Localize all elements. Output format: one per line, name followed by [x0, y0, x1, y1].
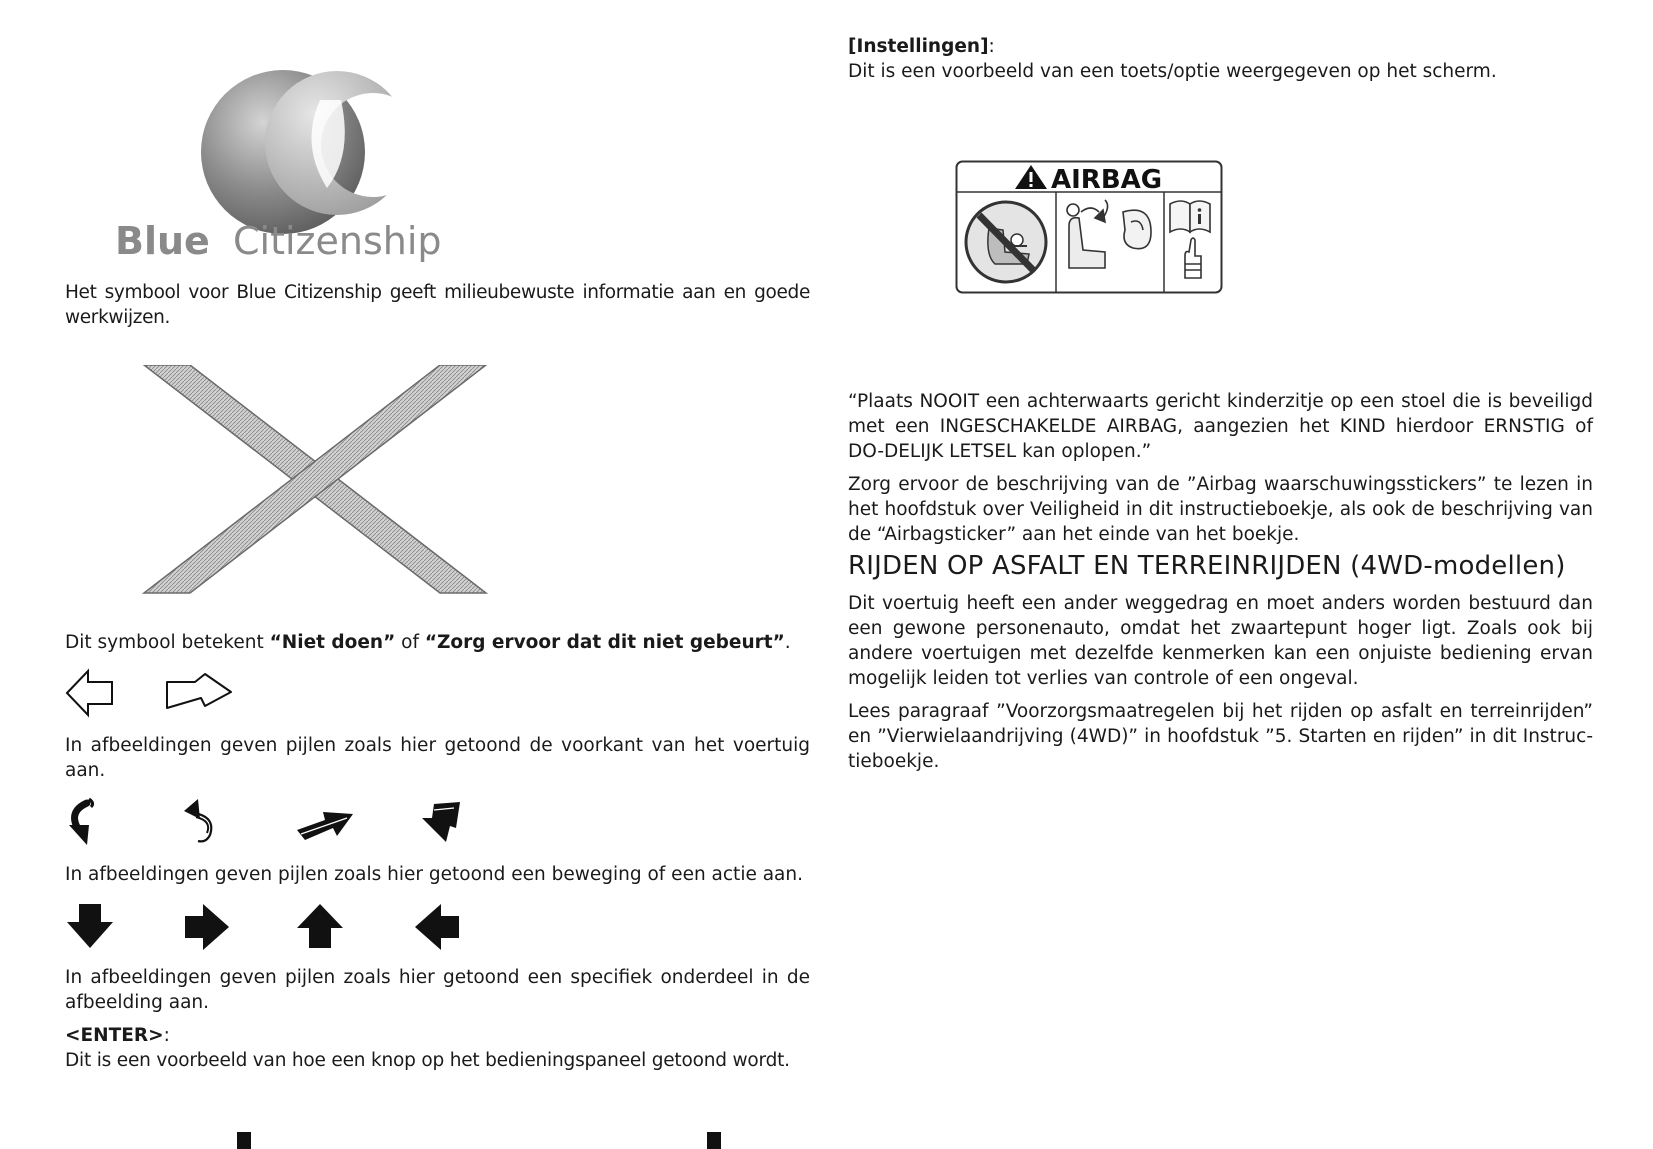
airbag-read-note: Zorg ervoor de beschrijving van de ”Airbag waarschuwingsstickers” te lezen in het hoofdstuk over Veiligheid in dit instructieboekje, als ook de beschrijving van de “Airbagsticker” aan het einde van het boekje.: [848, 474, 1593, 545]
settings-description: Dit is een voorbeeld van een toets/optie weergegeven op het scherm.: [848, 61, 1497, 82]
cropped-figure-bar-left: [237, 1132, 251, 1149]
logo-text-blue: Blue: [115, 219, 210, 263]
motion-diagonal-arrow-icon: [295, 800, 355, 845]
part-arrow-right-icon: [183, 902, 231, 952]
do-not-caption: Dit symbool betekent “Niet doen” of “Zorg ervoor dat dit niet gebeurt”.: [65, 632, 791, 653]
blue-citizenship-caption: Het symbool voor Blue Citizenship geeft milieubewuste informatie aan en goede werkwijzen.: [65, 282, 810, 328]
enter-label: <ENTER>: [65, 1025, 164, 1046]
front-arrows-caption: In afbeeldingen geven pijlen zoals hier getoond de voorkant van het voertuig aan.: [65, 735, 810, 781]
do-not-cross-icon: [140, 365, 490, 595]
part-arrow-down-icon: [65, 902, 115, 950]
front-arrow-left-icon: [65, 668, 115, 718]
settings-block: [Instellingen]: Dit is een voorbeeld van een toets/optie weergegeven op het scherm.: [848, 34, 1588, 84]
motion-bent-arrow-icon: [420, 800, 465, 845]
logo-text-citizenship: Citizenship: [233, 219, 442, 263]
section-paragraph-2: Lees paragraaf ”Voorzorgsmaatregelen bij het rijden op asfalt en terreinrijden” en ”Vierwielaandrijving (4WD)” in hoofdstuk ”5. Starten en rijden” in dit Instruc-tieboekje.: [848, 701, 1593, 772]
motion-curved-arrow-down-icon: [65, 797, 110, 847]
motion-arrows-caption: In afbeeldingen geven pijlen zoals hier getoond een beweging of een actie aan.: [65, 864, 803, 885]
part-arrow-left-icon: [413, 902, 461, 952]
section-paragraph-1: Dit voertuig heeft een ander weggedrag en moet anders worden bestuurd dan een gewone personenauto, omdat het zwaartepunt hoger ligt. Zoals ook bij andere voertuigen met dezelfde kenmerken kan een onjuiste bediening ervan mogelijk leiden tot verlies van controle of een ongeval.: [848, 593, 1593, 689]
blue-citizenship-logo: [115, 40, 495, 280]
front-arrow-perspective-icon: [165, 670, 235, 715]
settings-label: [Instellingen]: [848, 36, 989, 57]
enter-block: <ENTER>: Dit is een voorbeeld van hoe een knop op het bedieningspaneel getoond wordt.: [65, 1023, 810, 1073]
airbag-warning-sticker: [955, 160, 1223, 294]
section-heading: RIJDEN OP ASFALT EN TERREINRIJDEN (4WD-modellen): [848, 551, 1566, 581]
airbag-title: AIRBAG: [1051, 165, 1163, 195]
enter-description: Dit is een voorbeeld van hoe een knop op het bedieningspaneel getoond wordt.: [65, 1050, 790, 1071]
motion-curved-arrow-up-icon: [180, 797, 225, 847]
part-arrows-caption: In afbeeldingen geven pijlen zoals hier getoond een specifiek onderdeel in de afbeelding aan.: [65, 967, 810, 1013]
no-child-seat-icon: [966, 202, 1046, 282]
cropped-figure-bar-right: [707, 1132, 721, 1149]
part-arrow-up-icon: [295, 902, 345, 950]
airbag-warning-quote: “Plaats NOOIT een achterwaarts gericht kinderzitje op een stoel die is beveiligd met een INGESCHAKELDE AIRBAG, aangezien het KIND hierdoor ERNSTIG of DO-DELIJK LETSEL kan oplopen.”: [848, 391, 1593, 462]
